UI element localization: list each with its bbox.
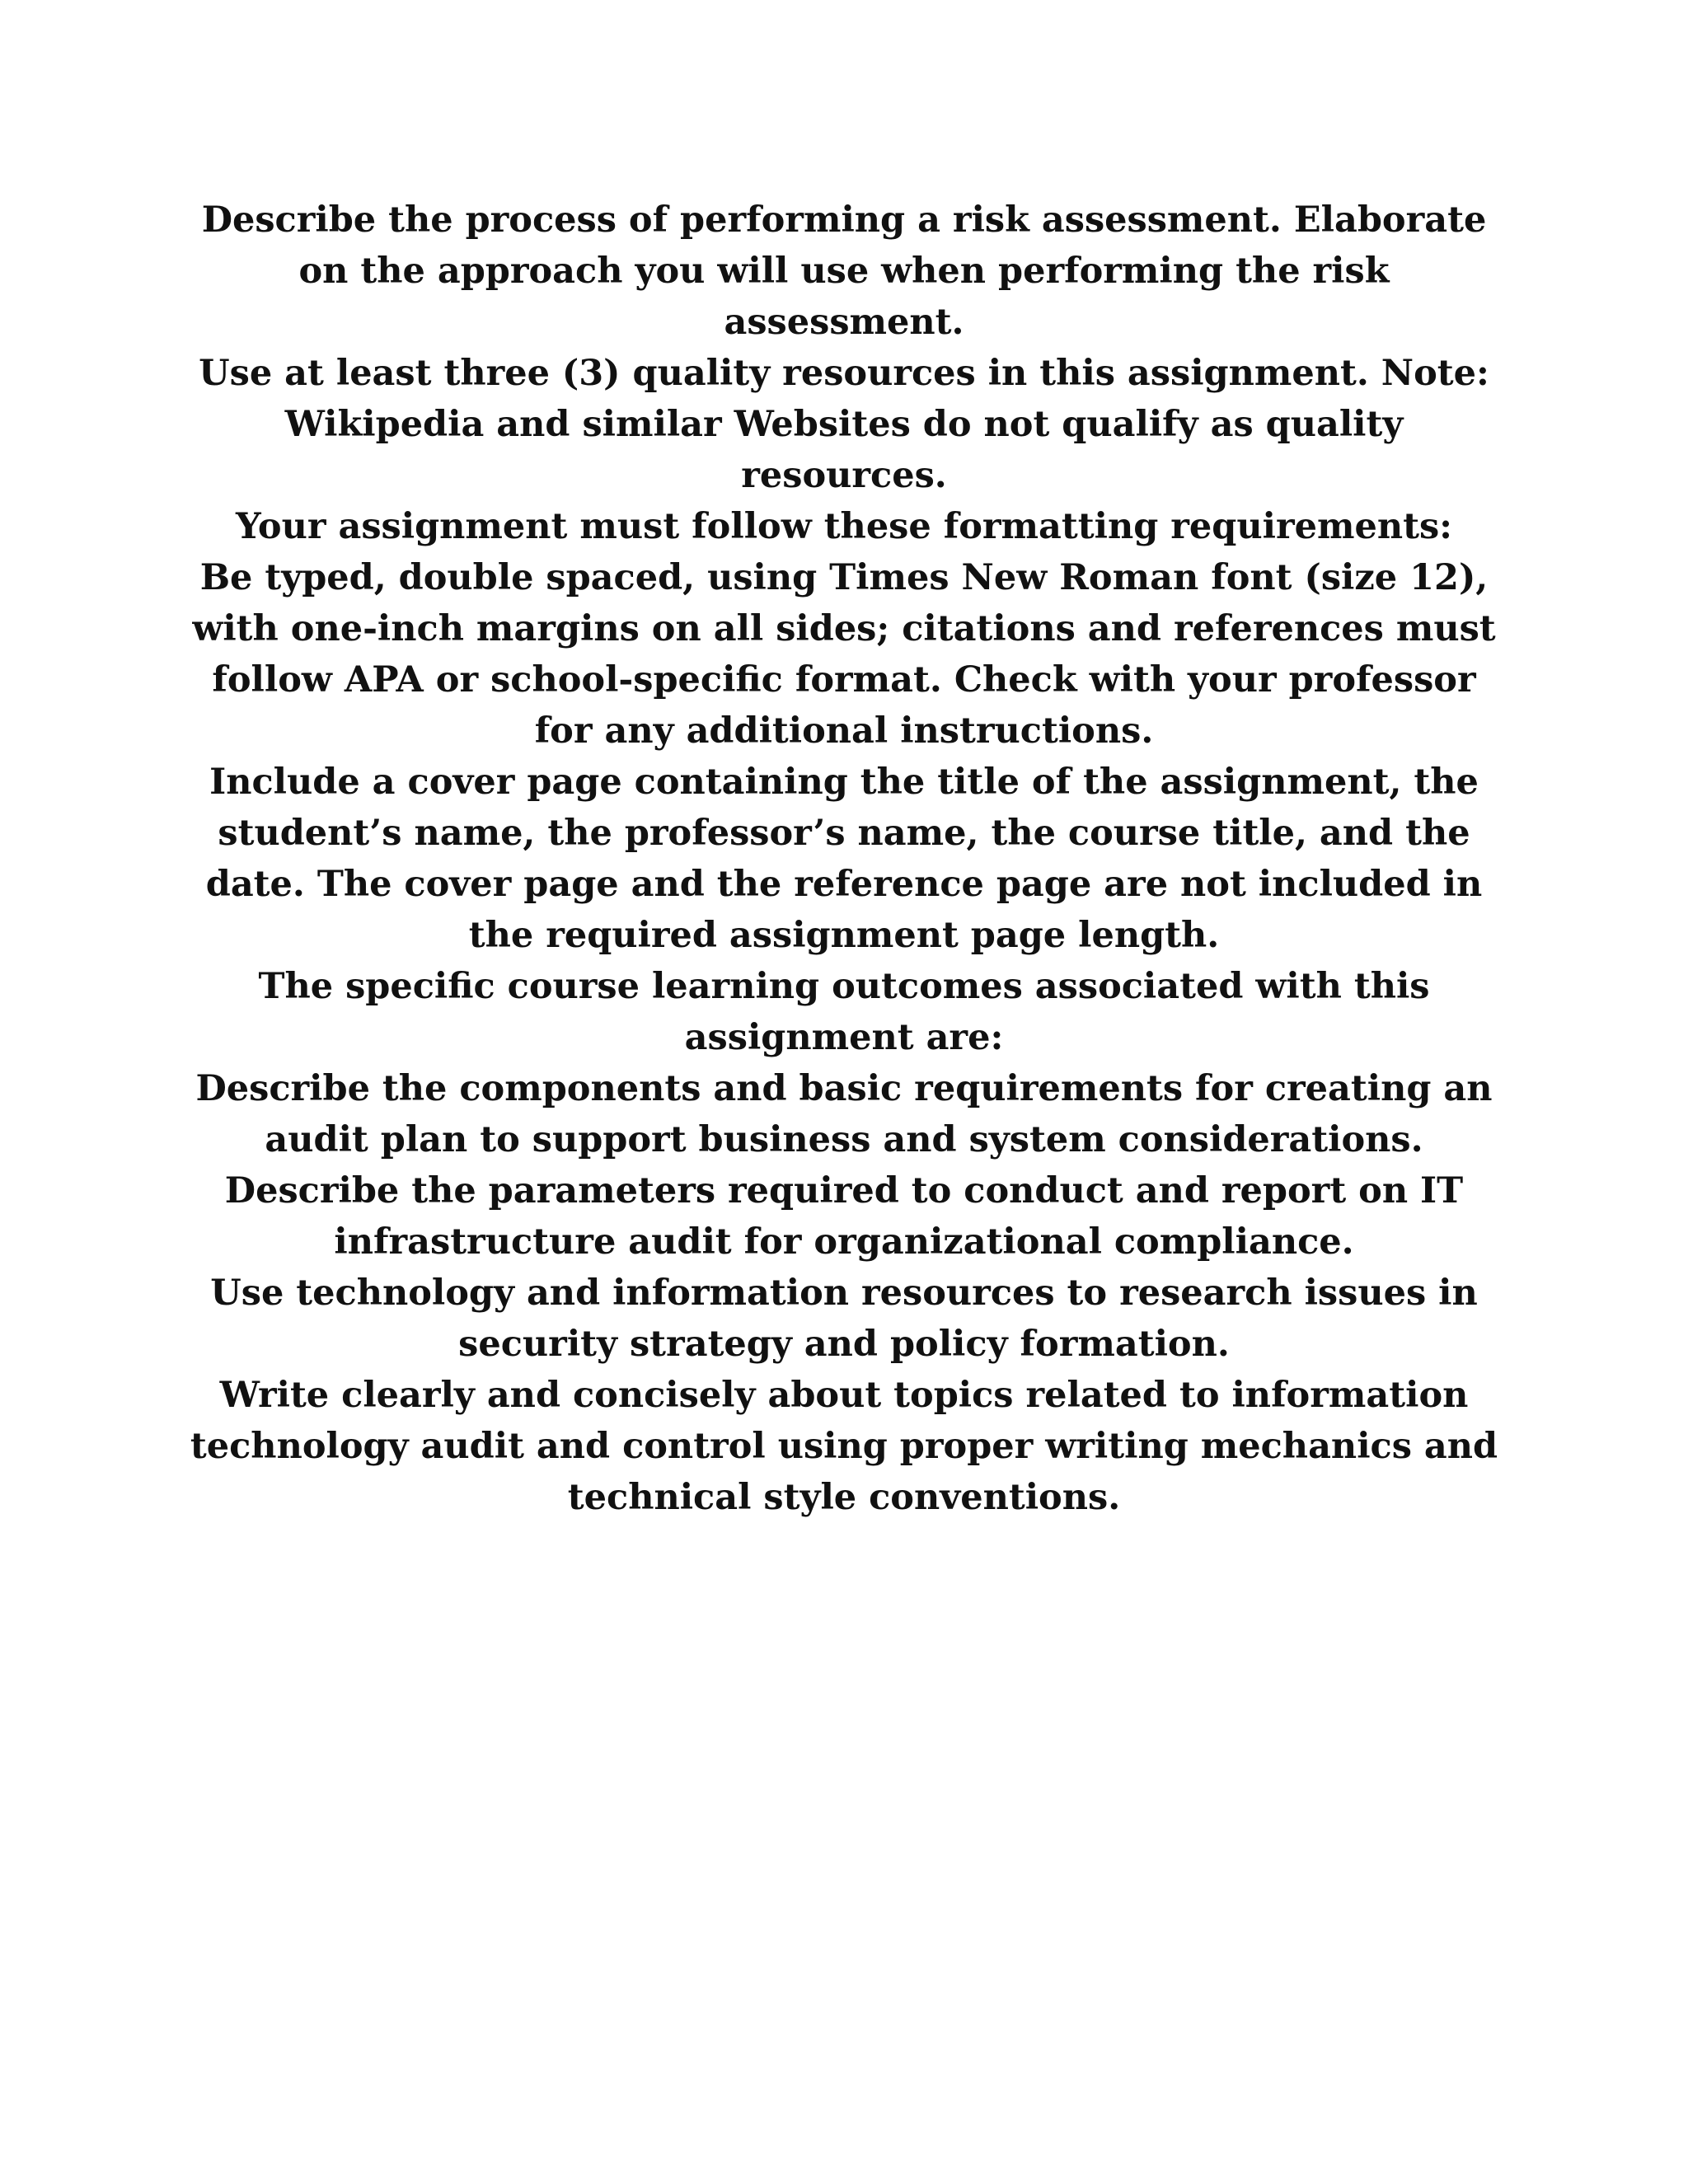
paragraph-outcome-writing: Write clearly and concisely about topics related to information technology audit and control using proper writing mechanics and technical style conventions. xyxy=(190,1375,1498,1518)
paragraph-outcome-audit-plan: Describe the components and basic requirements for creating an audit plan to support business and system considerations. xyxy=(195,1068,1493,1160)
paragraph-outcome-parameters: Describe the parameters required to conduct and report on IT infrastructure audit for organizational compliance. xyxy=(224,1170,1464,1263)
paragraph-formatting-requirements: Be typed, double spaced, using Times New Roman font (size 12), with one-inch margins on all sides; citations and references must follow APA or school-specific format. Check with your professor for any additional instructions. xyxy=(192,557,1496,752)
paragraph-outcomes-heading: The specific course learning outcomes associated with this assignment are: xyxy=(258,966,1430,1058)
paragraph-cover-page: Include a cover page containing the title of the assignment, the student’s name, the professor’s name, the course title, and the date. The cover page and the reference page are not included in the required assignment page length. xyxy=(205,762,1483,956)
paragraph-quality-resources: Use at least three (3) quality resources in this assignment. Note: Wikipedia and similar Websites do not qualify as quality resources. xyxy=(199,353,1489,496)
paragraph-risk-assessment: Describe the process of performing a risk assessment. Elaborate on the approach you will use when performing the risk assessment. xyxy=(201,199,1487,343)
paragraph-outcome-technology: Use technology and information resources to research issues in security strategy and policy formation. xyxy=(210,1272,1478,1365)
paragraph-formatting-heading: Your assignment must follow these formatting requirements: xyxy=(235,506,1453,547)
assignment-instructions xyxy=(190,194,1498,1523)
